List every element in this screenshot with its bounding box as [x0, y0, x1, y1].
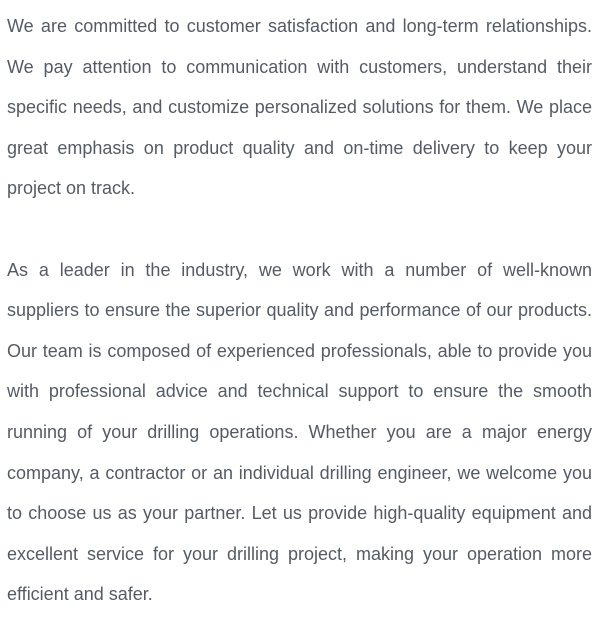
paragraph-leadership: As a leader in the industry, we work with a number of well-known suppliers to ensure the superior quality and performance of our products. Our team is composed of experienced professionals, able to provide you with professional advice and technical support to ensure the smooth running of your drilling operations. Whether you are a major energy company, a contractor or an individual drilling engineer, we welcome you to choose us as your partner. Let us provide high-quality equipment and excellent service for your drilling project, making your operation more efficient and safer. — [7, 259, 592, 605]
paragraph-spacer — [7, 209, 592, 250]
article-body — [7, 6, 592, 615]
paragraph-commitment: We are committed to customer satisfaction and long-term relationships. We pay attention to communication with customers, understand their specific needs, and customize personalized solutions for them. We place great emphasis on product quality and on-time delivery to keep your project on track. — [7, 16, 592, 199]
